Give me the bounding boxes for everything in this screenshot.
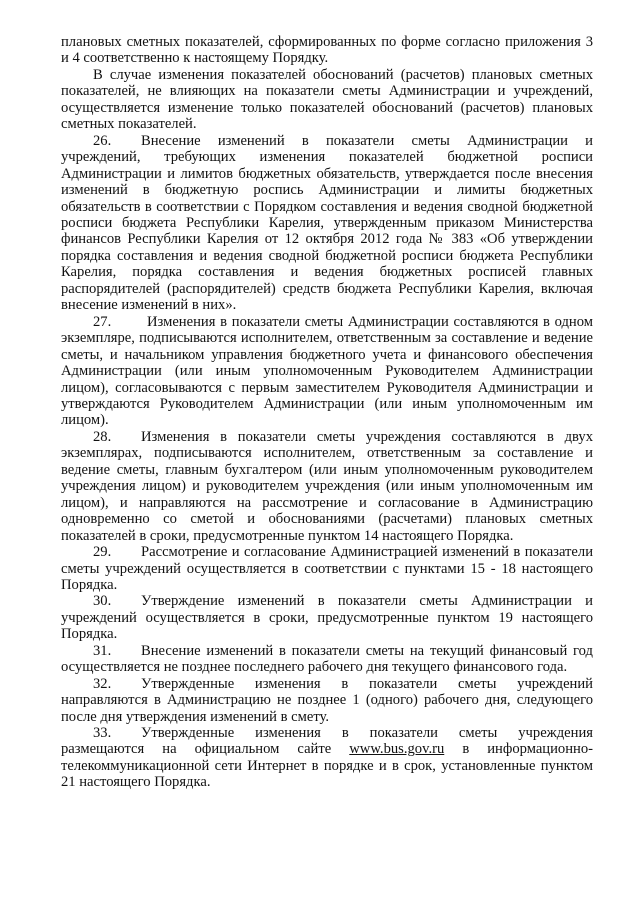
paragraph-31 [61,643,593,676]
paragraph-28 [61,429,593,544]
paragraph-text: Утвержденные изменения в показатели сметы учреждения размещаются на официальном сайте [61,725,593,758]
paragraph-number: 28. [93,428,112,445]
paragraph-29 [61,544,593,593]
paragraph-number: 30. [93,593,112,610]
paragraph-justification-changes: В случае изменения показателей обоснований (расчетов) плановых сметных показателей, не влияющих на показатели сметы Администрации и учреждений, осуществляется изменение только показателей обоснований (расчетов) плановых сметных показателей. [61,66,593,133]
website-link[interactable]: www.bus.gov.ru [349,741,445,758]
paragraph-number: 26. [93,132,112,149]
paragraph-text: Внесение изменений в показатели сметы на текущий финансовый год осуществляется не позднее последнего рабочего дня текущего финансового года. [61,642,593,676]
document-page [61,34,593,791]
paragraph-number: 33. [93,725,112,742]
paragraph-number: 27. [93,313,112,330]
paragraph-30 [61,593,593,642]
paragraph-text: Внесение изменений в показатели сметы Администрации и учреждений, требующих изменения показателей бюджетной росписи Администрации и лимитов бюджетных обязательств, утверждается после внесения изменений в бюджетную роспись Администрации и лимиты бюджетных обязательств в соответствии с Порядком составления и ведения сводной бюджетной росписи бюджета Республики Карелия, утвержденным приказом Министерства финансов Республики Карелия от 12 октября 2012 года № 383 «Об утверждении порядка составления и ведения сводной бюджетной росписи бюджета Республики Карелия, порядка составления и ведения бюджетных росписей главных распорядителей (распорядителей) средств бюджета Республики Карелия, включая внесение изменений в них». [61,132,593,314]
paragraph-26 [61,133,593,314]
paragraph-text: Изменения в показатели сметы Администрации составляются в одном экземпляре, подписываются исполнителем, ответственным за составление и ведение сметы, и начальником управления бюджетного учета и финансового обеспечения Администрации (или иным уполномоченным Руководителем Администрации лицом), согласовываются с первым заместителем Руководителя Администрации и утверждаются Руководителем Администрации (или иным уполномоченным им лицом). [61,313,593,429]
paragraph-number: 32. [93,675,112,692]
paragraph-number: 29. [93,544,112,561]
paragraph-text: в информационно-телекоммуникационной сети Интернет в порядке и в срок, установленные пунктом 21 настоящего Порядка. [61,741,593,791]
paragraph-32 [61,676,593,725]
paragraph-text: Утверждение изменений в показатели сметы Администрации и учреждений осуществляется в сроки, предусмотренные пунктом 19 настоящего Порядка. [61,593,593,643]
paragraph-33 [61,725,593,791]
paragraph-text: Изменения в показатели сметы учреждения составляются в двух экземплярах, подписываются исполнителем, ответственным за составление и ведение сметы, главным бухгалтером (или иным уполномоченным руководителем учреждения лицом) и руководителем учреждения (или иным уполномоченным им лицом), и направляются на рассмотрение и согласование в Администрацию одновременно со сметой и обоснованиями (расчетами) плановых сметных показателей в сроки, предусмотренные пунктом 14 настоящего Порядка. [61,428,593,544]
paragraph-text: Рассмотрение и согласование Администрацией изменений в показатели сметы учреждений осуществляется в соответствии с пунктами 15 - 18 настоящего Порядка. [61,544,593,593]
paragraph-continuation: плановых сметных показателей, сформированных по форме согласно приложения 3 и 4 соответственно к настоящему Порядку. [61,34,593,67]
paragraph-number: 31. [93,642,112,659]
paragraph-text: Утвержденные изменения в показатели сметы учреждений направляются в Администрацию не позднее 1 (одного) рабочего дня, следующего после дня утверждения изменений в смету. [61,675,593,725]
paragraph-27 [61,314,593,429]
